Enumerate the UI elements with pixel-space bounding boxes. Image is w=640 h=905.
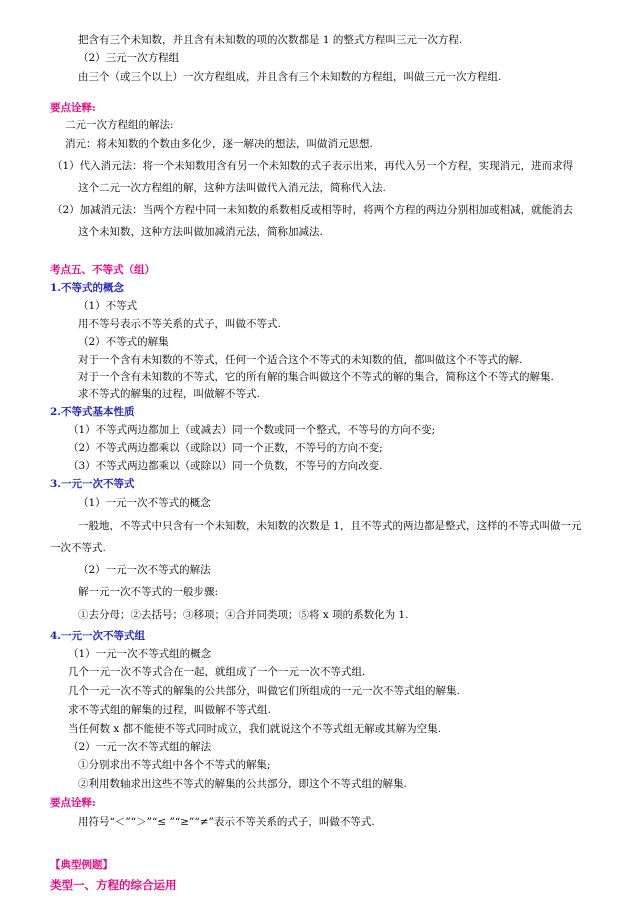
note-addition-line1: （2）加减消元法：当两个方程中同一未知数的系数相反或相等时，将两个方程的两边分别相加或相减，就能消去 (52, 204, 574, 216)
heading-basic-properties: 2.不等式基本性质 (50, 406, 135, 418)
note-inequality-symbols: 用符号“＜”“＞”“≤ ”“≥”“≠”表示不等关系的式子，叫做不等式. (78, 816, 375, 828)
system-step-1: ①分别求出不等式组中各个不等式的解集; (78, 759, 271, 771)
definition-system-solution-set: 几个一元一次不等式的解集的公共部分，叫做它们所组成的一元一次不等式组的解集. (68, 685, 460, 697)
note-elimination-idea: 消元：将未知数的个数由多化少，逐一解决的想法，叫做消元思想. (65, 138, 373, 150)
property-3: （3）不等式两边都乘以（或除以）同一个负数，不等号的方向改变. (68, 460, 383, 472)
example-type-1-heading: 类型一、方程的综合运用 (50, 878, 177, 892)
item-inequality: （1）不等式 (78, 300, 138, 312)
definition-inequality: 用不等号表示不等关系的式子，叫做不等式. (78, 318, 281, 330)
definition-solution: 对于一个含有未知数的不等式，任何一个适合这个不等式的未知数的值，都叫做这个不等式的解. (78, 354, 523, 366)
property-2: （2）不等式两边都乘以（或除以）同一个正数，不等号的方向不变; (68, 442, 383, 454)
definition-solution-set: 对于一个含有未知数的不等式，它的所有解的集合叫做这个不等式的解的集合，简称这个不等式的解集. (78, 371, 554, 383)
note-substitution-line2: 这个二元一次方程组的解，这种方法叫做代入消元法，简称代入法. (78, 182, 386, 194)
note-substitution-line1: （1）代入消元法：将一个未知数用含有另一个未知数的式子表示出来，再代入另一个方程，实现消元，进而求得 (52, 160, 574, 172)
definition-ternary-equation: 把含有三个未知数，并且含有未知数的项的次数都是 1 的整式方程叫三元一次方程. (78, 34, 463, 46)
definition-no-solution: 当任何数 x 都不能使不等式同时成立，我们就说这个不等式组无解或其解为空集. (68, 723, 441, 735)
heading-linear-inequality: 3.一元一次不等式 (50, 478, 135, 490)
definition-linear-inequality-line1: 一般地，不等式中只含有一个未知数，未知数的次数是 1，且不等式的两边都是整式，这样的不等式叫做一元 (78, 520, 582, 532)
item-system-method: （2）一元一次不等式组的解法 (68, 741, 212, 753)
definition-solving-system: 求不等式组的解集的过程，叫做解不等式组. (68, 704, 271, 716)
definition-solving: 求不等式的解集的过程，叫做解不等式. (78, 388, 260, 400)
typical-examples-title: 【典型例题】 (50, 859, 113, 871)
key-points-title: 要点诠释: (50, 102, 96, 114)
definition-system: 几个一元一次不等式合在一起，就组成了一个一元一次不等式组. (68, 666, 366, 678)
key-points-title-2: 要点诠释: (50, 797, 96, 809)
property-1: （1）不等式两边都加上（或减去）同一个数或同一个整式，不等号的方向不变; (68, 424, 436, 436)
general-steps-heading: 解一元一次不等式的一般步骤: (78, 586, 219, 598)
item-linear-inequality-concept: （1）一元一次不等式的概念 (78, 497, 211, 509)
definition-linear-inequality-line2: 一次不等式. (50, 542, 106, 554)
general-steps: ①去分母；②去括号；③移项；④合并同类项；⑤将 x 项的系数化为 1. (78, 609, 409, 621)
heading-inequality-system: 4.一元一次不等式组 (50, 630, 145, 642)
item-linear-inequality-method: （2）一元一次不等式的解法 (78, 564, 211, 576)
definition-ternary-system: 由三个（或三个以上）一次方程组成，并且含有三个未知数的方程组，叫做三元一次方程组. (78, 71, 502, 83)
note-solve-methods-heading: 二元一次方程组的解法: (65, 119, 174, 131)
section-title-inequalities: 考点五、不等式（组） (50, 264, 155, 276)
heading-inequality-concept: 1.不等式的概念 (50, 282, 124, 294)
item-ternary-system-heading: （2）三元一次方程组 (78, 52, 180, 64)
system-step-2: ②利用数轴求出这些不等式的解集的公共部分，即这个不等式组的解集. (78, 778, 407, 790)
note-addition-line2: 这个未知数，这种方法叫做加减消元法，简称加减法. (78, 226, 323, 238)
item-system-concept: （1）一元一次不等式组的概念 (68, 648, 212, 660)
item-solution-set: （2）不等式的解集 (78, 336, 169, 348)
